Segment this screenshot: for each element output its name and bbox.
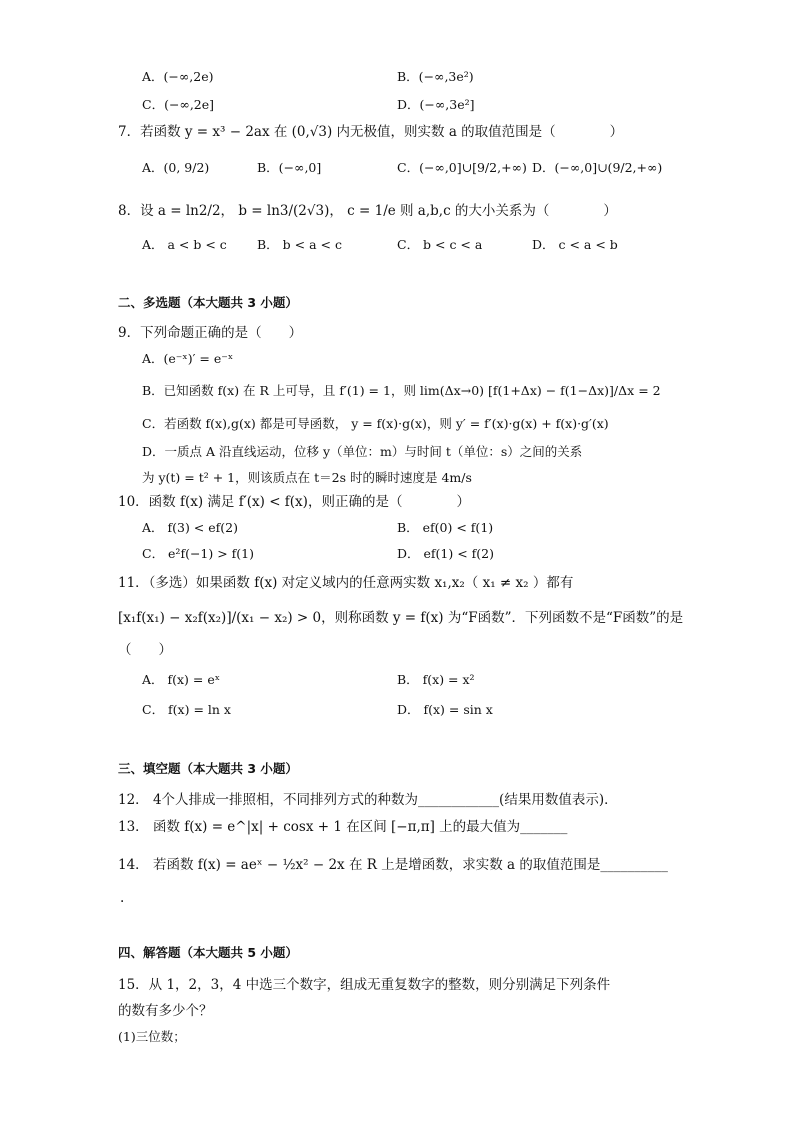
q9-stem: 9．下列命题正确的是（ ） [118, 325, 303, 341]
q8-option-d: D． c < a < b [532, 237, 618, 252]
q11-option-d: D． f(x) = sin x [397, 702, 493, 717]
q9-option-c: C．若函数 f(x),g(x) 都是可导函数， y = f(x)·g(x)，则 y′ = f′(x)·g(x) + f(x)·g′(x) [142, 416, 609, 431]
q6-option-d: D．(−∞,3e²] [397, 97, 475, 112]
q14-text: 14． 若函数 f(x) = aeˣ − ½x² − 2x 在 R 上是增函数，求实数 a 的取值范围是__________ [118, 857, 668, 873]
q11-option-b: B． f(x) = x² [397, 672, 475, 687]
q7-option-c: C．(−∞,0]∪[9/2,+∞) [397, 160, 527, 175]
q11-option-a: A． f(x) = eˣ [142, 672, 221, 687]
q10-option-a: A． f(3) < ef(2) [142, 520, 238, 535]
q6-option-a: A．(−∞,2e) [142, 69, 214, 84]
q15-stem-line2: 的数有多少个？ [118, 1003, 213, 1019]
q9-option-a: A．(e⁻ˣ)′ = e⁻ˣ [142, 351, 234, 366]
q10-option-b: B． ef(0) < f(1) [397, 520, 494, 535]
q10-option-d: D． ef(1) < f(2) [397, 546, 494, 561]
q11-stem-line1: 11．（多选）如果函数 f(x) 对定义域内的任意两实数 x₁,x₂（ x₁ ≠ x₂ ）都有 [118, 575, 574, 591]
q11-option-c: C． f(x) = ln x [142, 702, 231, 717]
q15-stem-line1: 15．从 1，2，3，4 中选三个数字，组成无重复数字的整数，则分别满足下列条件 [118, 977, 611, 993]
q9-option-b: B．已知函数 f(x) 在 R 上可导，且 f′(1) = 1，则 lim(Δx→0) [f(1+Δx) − f(1−Δx)]/Δx = 2 [142, 383, 661, 398]
q9-option-d-line2: 为 y(t) = t² + 1，则该质点在 t＝2s 时的瞬时速度是 4m/s [142, 470, 472, 485]
q10-option-c: C． e²f(−1) > f(1) [142, 546, 255, 561]
q9-option-d-line1: D．一质点 A 沿直线运动，位移 y（单位：m）与时间 t（单位：s）之间的关系 [142, 444, 583, 459]
q8-stem: 8．设 a = ln2/2， b = ln3/(2√3)， c = 1/e 则 a,b,c 的大小关系为（ ） [118, 203, 617, 219]
q11-stem-line2: [x₁f(x₁) − x₂f(x₂)]/(x₁ − x₂) > 0，则称函数 y = f(x) 为“F函数”．下列函数不是“F函数”的是 [118, 610, 684, 626]
q10-stem: 10．函数 f(x) 满足 f′(x) < f(x)，则正确的是（ ） [118, 494, 470, 510]
q12-text: 12． 4个人排成一排照相，不同排列方式的种数为____________(结果用数值表示)． [118, 792, 618, 808]
q7-option-d: D．(−∞,0]∪(9/2,+∞) [532, 160, 663, 175]
q14-tail: . [120, 890, 125, 906]
q7-stem: 7．若函数 y = x³ − 2ax 在 (0,√3) 内无极值，则实数 a 的取值范围是（ ） [118, 124, 624, 140]
q6-option-c: C．(−∞,2e] [142, 97, 215, 112]
q8-option-a: A． a < b < c [142, 237, 227, 252]
section-heading-answer: 四、解答题（本大题共 5 小题） [118, 945, 298, 960]
q7-option-b: B．(−∞,0] [257, 160, 322, 175]
section-heading-fill-in: 三、填空题（本大题共 3 小题） [118, 761, 298, 776]
section-heading-multiple-choice: 二、多选题（本大题共 3 小题） [118, 295, 298, 310]
q6-option-b: B．(−∞,3e²) [397, 69, 474, 84]
q11-stem-line3: （ ） [118, 642, 172, 658]
q15-part-1: (1)三位数； [118, 1029, 186, 1044]
q8-option-b: B． b < a < c [257, 237, 342, 252]
q8-option-c: C． b < c < a [397, 237, 483, 252]
q7-option-a: A．(0, 9/2) [142, 160, 210, 175]
q13-text: 13． 函数 f(x) = e^|x| + cosx + 1 在区间 [−π,π] 上的最大值为_______ [118, 819, 568, 835]
